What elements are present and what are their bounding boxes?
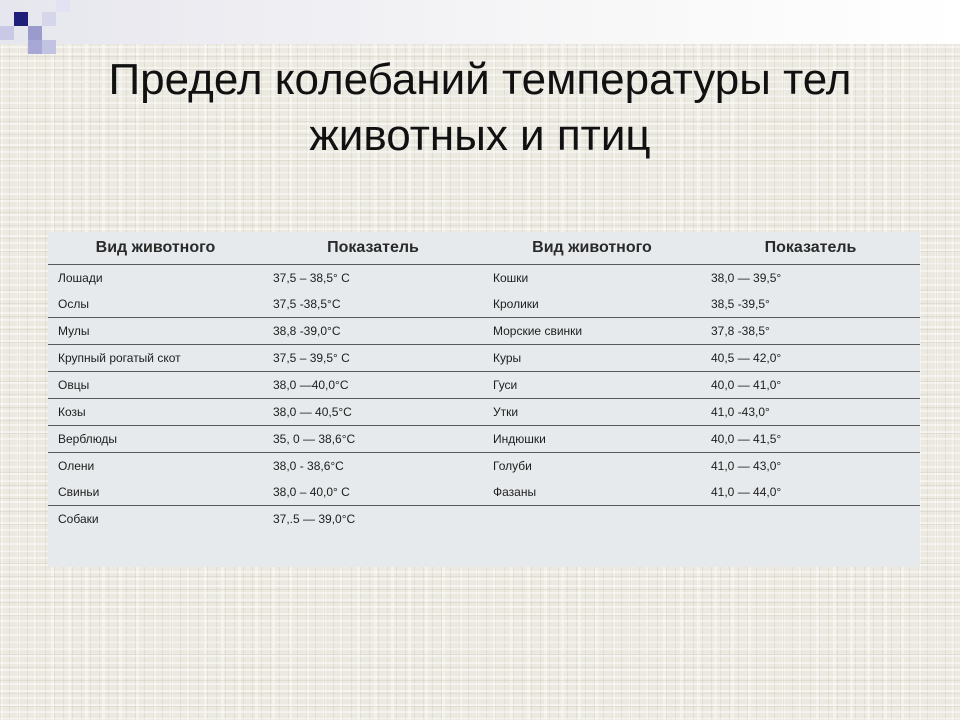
cell-animal: Гуси [483,372,701,399]
table-row [48,318,920,345]
cell-value: 37,8 -38,5° [701,318,920,345]
cell-value: 38,0 — 40,5°С [263,399,483,426]
cell-animal: Олени [48,453,263,480]
cell-animal: Верблюды [48,426,263,453]
decor-square [56,0,70,12]
cell-value: 38,8 -39,0°С [263,318,483,345]
table-row [48,479,920,506]
slide-title [40,52,920,164]
cell-animal: Собаки [48,506,263,533]
slide-header-bar [0,0,960,44]
cell-value: 38,0 — 39,5° [711,271,782,285]
cell-animal: Ослы [58,297,89,311]
cell-animal [483,506,701,533]
cell-value: 38,0 – 40,0° С [273,485,350,499]
table-row [48,265,920,292]
table-row [48,426,920,453]
table-row [48,453,920,480]
cell-animal: Мулы [48,318,263,345]
cell-value: 38,5 -39,5° [711,297,770,311]
table-row [48,399,920,426]
cell-value: 35, 0 — 38,6°С [263,426,483,453]
decor-square [14,12,28,26]
header-value-1: Показатель [263,232,483,265]
temperature-table [48,232,920,567]
cell-value: 37,5 -38,5°С [273,297,341,311]
header-animal-2: Вид животного [483,232,701,265]
cell-value: 37,5 – 38,5° С [273,271,350,285]
title-line-1: Предел колебаний температуры тел [108,55,852,104]
table-header-row [48,232,920,265]
cell-value [701,506,920,533]
temperature-grid [48,232,920,532]
table-row [48,372,920,399]
cell-animal: Лошади [58,271,103,285]
table-row [48,345,920,372]
cell-value: 40,0 — 41,5° [701,426,920,453]
cell-animal: Свиньи [58,485,100,499]
cell-animal: Овцы [48,372,263,399]
cell-value: 37,5 – 39,5° С [263,345,483,372]
table-row [48,506,920,533]
cell-animal: Кошки [493,271,529,285]
cell-value: 41,0 — 43,0° [701,453,920,480]
table-row [48,291,920,318]
cell-animal: Куры [483,345,701,372]
cell-animal: Морские свинки [483,318,701,345]
cell-value: 38,0 - 38,6°С [263,453,483,480]
header-animal-1: Вид животного [48,232,263,265]
decor-square [0,26,14,40]
cell-animal: Голуби [483,453,701,480]
cell-animal: Кролики [493,297,539,311]
cell-animal: Индюшки [483,426,701,453]
cell-animal: Утки [483,399,701,426]
cell-value: 37,.5 — 39,0°С [263,506,483,533]
cell-animal: Фазаны [493,485,537,499]
decor-square [42,12,56,26]
cell-value: 41,0 — 44,0° [711,485,782,499]
decor-square [28,26,42,40]
header-value-2: Показатель [701,232,920,265]
cell-animal: Крупный рогатый скот [48,345,263,372]
cell-value: 41,0 -43,0° [701,399,920,426]
title-line-2: животных и птиц [309,111,651,160]
cell-value: 38,0 —40,0°С [263,372,483,399]
cell-value: 40,0 — 41,0° [701,372,920,399]
cell-animal: Козы [48,399,263,426]
cell-value: 40,5 — 42,0° [701,345,920,372]
